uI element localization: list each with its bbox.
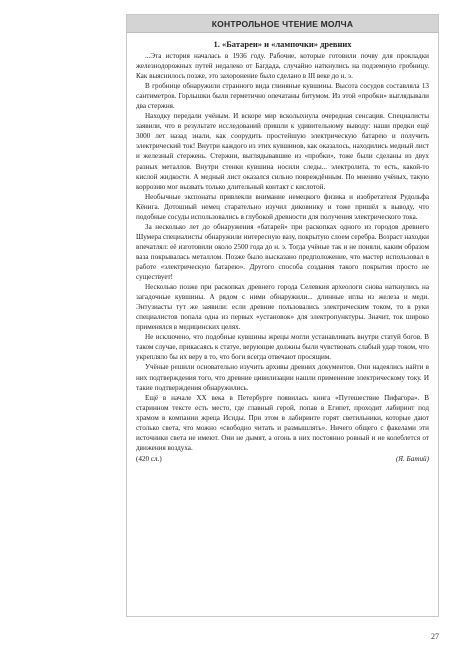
text-frame bbox=[126, 14, 439, 617]
paragraph: Необычные экспонаты привлекли внимание немецкого физика и изобретателя Рудольфа Кёнига. Дотошный немец старательно изучил диковинку и тоже пришёл к выводу, что подобные сосуды использовались в глубокой древности для получения электрического тока. bbox=[136, 192, 429, 221]
paragraph: Находку передали учёным. И вскоре мир всколыхнула очередная сенсация. Специалисты заявили, что в результате исследований пришли к удивительному выводу: наши предки ещё 3000 лет назад знали, как соорудить простейшую электрическую батарею и получить электрический ток! Внутри каждого из этих кувшинов, как оказалось, находились медный лист и железный стержень. Стержни, выглядывавшие из «пробки», тоже были сделаны из двух разных металлов. Внутри стенки кувшина носили следы... электролита, то есть, какой-то кислой жидкости. А медный лист оказался сильно повреждённым. По мнению учёных, такую коррозию мог вызвать только длительный контакт с кислотой. bbox=[136, 112, 429, 191]
paragraph: В гробнице обнаружили странного вида глиняные кувшины. Высота сосудов составляла 13 сантиметров. Горлышки были герметично опечатаны битумом. Из этой «пробки» выглядывали два стержня. bbox=[136, 82, 429, 111]
article-title: 1. «Батареи» и «лампочки» древних bbox=[213, 39, 352, 49]
paragraph: ...Эта история началась в 1936 году. Рабочие, которые готовили почву для прокладки железнодорожных путей недалеко от Багдада, случайно наткнулись на подземную гробницу. Как выяснилось позже, это захоронение было сделано в III веке до н. э. bbox=[136, 52, 429, 81]
paragraph: Несколько позже при раскопках древнего города Селевкия археологи снова наткнулись на загадочные кувшины. А рядом с ними обнаружили... длинные иглы из железа и меди. Энтузиасты тут же заявили: если древние пользовались электрическим током, то в руки специалистов попала одна из первых «установок» для электропунктуры. Значит, ток широко применялся в медицинских целях. bbox=[136, 283, 429, 332]
paragraph: За несколько лет до обнаружения «батарей» при раскопках одного из городов древнего Шумера специалисты обнаружили интересную вазу, покрытую слоем серебра. Возраст находки впечатлял: её изготовили около 2500 года до н. э. Тогда учёные так и не поняли, каким образом ваза покрывалась металлом. Позже было высказано предположение, что мастер использовал в работе «электрическую батарею». Другого способа создания такого покрытия просто не существует! bbox=[136, 222, 429, 282]
section-header: КОНТРОЛЬНОЕ ЧТЕНИЕ МОЛЧА bbox=[127, 15, 438, 33]
paragraph: Учёные решили основательно изучить архивы древних документов. Они надеялись найти в них подтверждения того, что древние цивилизации нашли применение электрическому току. И такие подтверждения обнаружились. bbox=[136, 363, 429, 392]
author-name: (Я. Батий) bbox=[395, 454, 429, 463]
page-number: 27 bbox=[431, 632, 439, 641]
paragraph: Не исключено, что подобные кувшины жрецы могли устанавливать внутри статуй богов. В таком случае, прикасаясь к статуе, верующие должны были чувствовать слабый удар током, что укрепляло бы их веру в то, что боги всегда отвечают просящим. bbox=[136, 333, 429, 362]
article-footer bbox=[136, 454, 429, 464]
word-count: (420 сл.) bbox=[136, 454, 162, 463]
paragraph: Ещё в начале XX века в Петербурге появилась книга «Путешествие Пифагора». В старинном тексте есть место, где главный герой, попав в Египет, проходит лабиринт под храмом в компании жреца Исиды. При этом в лабиринте горят светильники, которые дают столько света, что можно «свободно читать и размышлять». Ничего общего с факелами эти источники света не имеют. Они не дымят, а огонь в них постоянно ровный и не колеблется от движения воздуха. bbox=[136, 393, 429, 452]
article-body bbox=[127, 33, 438, 464]
